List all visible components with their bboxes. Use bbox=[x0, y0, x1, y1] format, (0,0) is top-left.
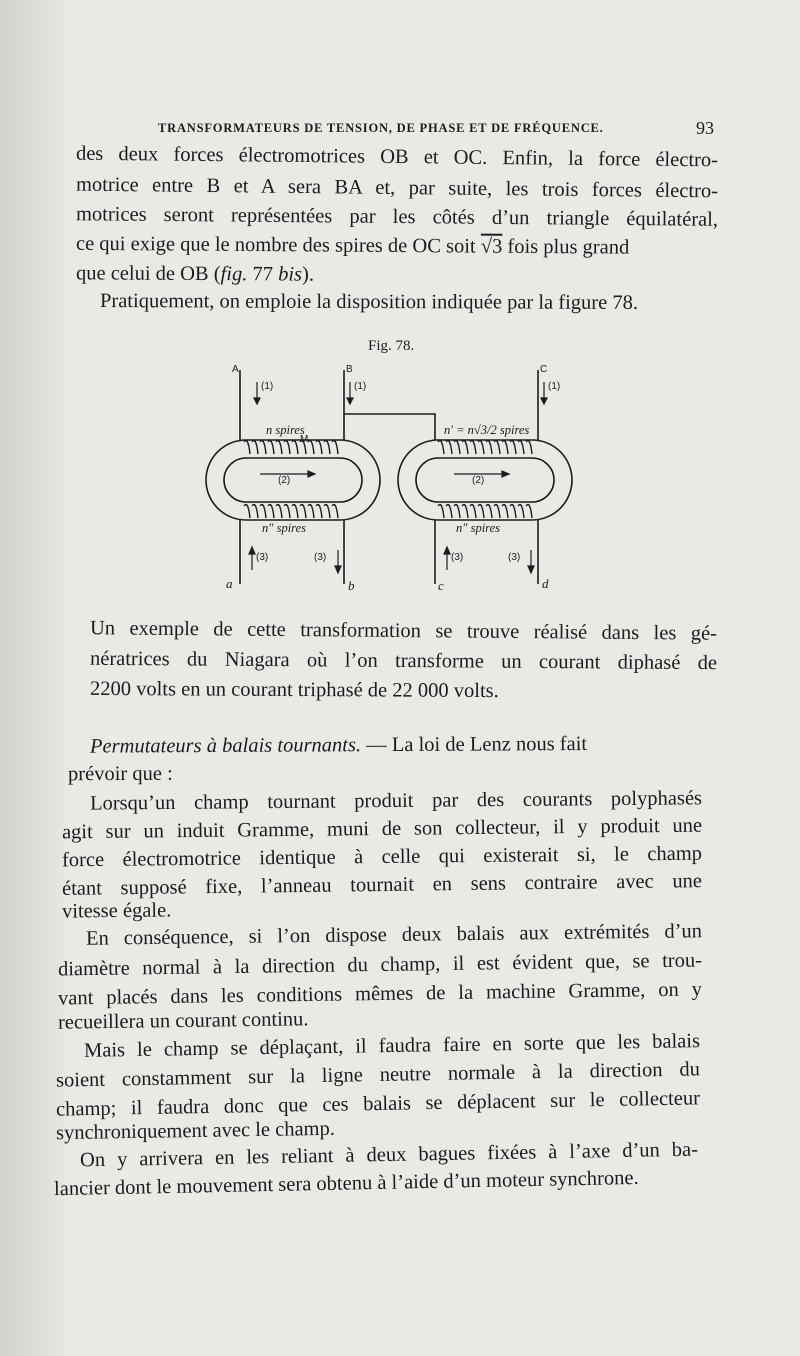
current-label-right-core: (2) bbox=[472, 475, 485, 486]
label-M: M bbox=[300, 434, 309, 445]
para1-line5-end: ). bbox=[302, 263, 315, 286]
section-title: Permutateurs à balais tournants. bbox=[89, 734, 362, 758]
para5-line3: vant placés dans les conditions mêmes de la machine Gramme, on y bbox=[57, 978, 703, 1010]
sqrt3-symbol: √3 bbox=[480, 235, 503, 258]
para1-line5 bbox=[76, 259, 314, 288]
para3-line3: 2200 volts en un courant triphasé de 22 000 volts. bbox=[89, 677, 499, 703]
terminal-C: C bbox=[540, 364, 548, 375]
spires-left-top: n spires bbox=[266, 423, 305, 437]
junction-wire bbox=[344, 414, 435, 440]
para4-line3: force électromotrice identique à celle qui existerait si, le champ bbox=[61, 842, 703, 872]
para3-line1: Un exemple de cette transformation se trouve réalisé dans les gé- bbox=[89, 617, 718, 645]
spires-left-bottom: n″ spires bbox=[262, 521, 306, 535]
para4-line1: Lorsqu’un champ tournant produit par des courants polyphasés bbox=[89, 787, 703, 815]
para1-line2: motrice entre B et A sera BA et, par suite, les trois forces électro- bbox=[75, 173, 719, 203]
para1-line5-start: que celui de OB ( bbox=[75, 262, 221, 286]
para6-line3: champ; il faudra donc que ces balais se déplacent sur le collecteur bbox=[55, 1087, 701, 1121]
para1-line4-start: ce qui exige que le nombre des spires de OC soit bbox=[75, 232, 481, 258]
terminal-a: a bbox=[226, 576, 233, 591]
fig-ref-abbrev: fig. bbox=[220, 263, 248, 286]
para4-line2: agit sur un induit Gramme, muni de son collecteur, il y produit une bbox=[61, 814, 703, 844]
para7-line2: lancier dont le mouvement sera obtenu à l’aide d’un moteur synchrone. bbox=[53, 1166, 639, 1201]
para5-line1: En conséquence, si l’on dispose deux balais aux extrémités d’un bbox=[85, 920, 703, 950]
fig-ref-bis: bis bbox=[278, 263, 303, 286]
spires-right-top: n′ = n√3/2 spires bbox=[444, 423, 530, 437]
terminal-B: B bbox=[346, 364, 353, 375]
para7-line1: On y arrivera en les reliant à deux bagues fixées à l’axe d’un ba- bbox=[79, 1138, 699, 1172]
para5-line2: diamètre normal à la direction du champ, il est évident que, se trou- bbox=[57, 949, 703, 981]
current-label-left-core: (2) bbox=[278, 475, 291, 486]
section-line2: prévoir que : bbox=[67, 762, 173, 786]
current-label-b: (3) bbox=[314, 552, 327, 563]
left-core-outer bbox=[206, 440, 380, 520]
section-line1 bbox=[90, 729, 708, 760]
para4-line4: étant supposé fixe, l’anneau tournait en sens contraire avec une bbox=[61, 870, 703, 900]
terminal-b: b bbox=[348, 578, 355, 593]
para1-line4-end: fois plus grand bbox=[502, 235, 630, 259]
left-core-inner bbox=[224, 458, 362, 502]
fig-ref-number: 77 bbox=[247, 263, 279, 286]
terminal-d: d bbox=[542, 576, 549, 591]
right-core-inner bbox=[416, 458, 554, 502]
para4-line5: vitesse égale. bbox=[61, 899, 172, 923]
current-label-B: (1) bbox=[354, 381, 367, 392]
current-label-c: (3) bbox=[451, 552, 464, 563]
para3-line2: nératrices du Niagara où l’on transforme un courant diphasé de bbox=[89, 647, 718, 675]
running-head: TRANSFORMATEURS DE TENSION, DE PHASE ET DE FRÉQUENCE. bbox=[158, 121, 604, 135]
para1-line4 bbox=[76, 230, 718, 262]
section-line1-end: — La loi de Lenz nous fait bbox=[361, 733, 588, 757]
para1-line1: des deux forces électromotrices OB et OC. Enfin, la force électro- bbox=[75, 142, 719, 172]
para6-line1: Mais le champ se déplaçant, il faudra faire en sorte que les balais bbox=[83, 1030, 701, 1062]
para1-line3: motrices seront représentées par les côtés d’un triangle équilatéral, bbox=[75, 203, 719, 231]
para6-line2: soient constamment sur la ligne neutre normale à la direction du bbox=[55, 1058, 701, 1092]
current-label-d: (3) bbox=[508, 552, 521, 563]
para5-line4: recueillera un courant continu. bbox=[57, 1008, 309, 1034]
current-label-A: (1) bbox=[261, 381, 274, 392]
para2-line1: Pratiquement, on emploie la disposition indiquée par la figure 78. bbox=[99, 290, 639, 314]
spires-right-bottom: n″ spires bbox=[456, 521, 500, 535]
figure-caption: Fig. 78. bbox=[368, 338, 415, 354]
current-label-a: (3) bbox=[256, 552, 269, 563]
para6-line4: synchroniquement avec le champ. bbox=[55, 1117, 336, 1145]
figure-78-diagram bbox=[200, 356, 590, 596]
current-label-C: (1) bbox=[548, 381, 561, 392]
right-core-outer bbox=[398, 440, 572, 520]
terminal-c: c bbox=[438, 578, 444, 593]
page-number: 93 bbox=[696, 118, 714, 138]
terminal-A: A bbox=[232, 364, 239, 375]
